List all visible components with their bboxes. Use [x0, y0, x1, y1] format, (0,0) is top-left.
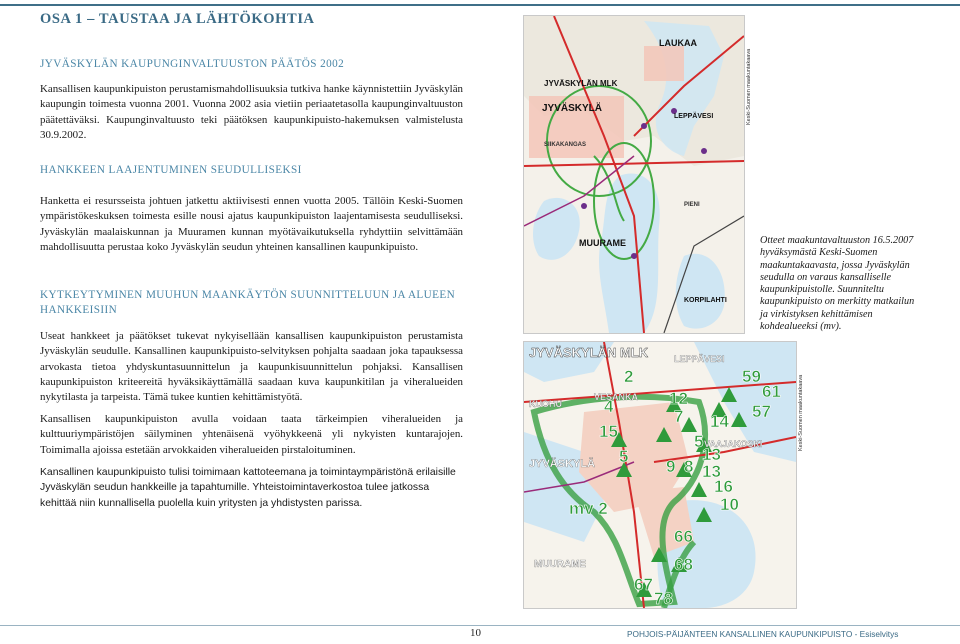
map2-number: 66 — [674, 527, 693, 546]
map2-number: 67 — [634, 575, 653, 594]
map2-number: 78 — [654, 589, 673, 608]
map2-label-jyvaskyla: JYVÄSKYLÄ — [529, 458, 596, 470]
map2-number: 12 — [669, 389, 688, 408]
map2-credit: Keski-Suomen maakuntakaava — [798, 374, 804, 451]
section-heading-valtuusto: JYVÄSKYLÄN KAUPUNGINVALTUUSTON PÄÄTÖS 2002 — [40, 58, 345, 70]
map2-number: mv 2 — [569, 499, 608, 518]
map1-label-muurame: MUURAME — [579, 238, 626, 248]
map1-credit: Keski-Suomen maakuntakaava — [746, 48, 752, 125]
map2-label-vesanka: VESANKA — [594, 392, 639, 402]
map2-number: 2 — [624, 367, 634, 386]
section-text-valtuusto: Kansallisen kaupunkipuiston perustamismahdollisuuksia tutkiva hanke käynnistettiin Jyväskylän kaupungin toimesta vuonna 2001. Vuonna 2002 asia vietiin periaatetasolla kaupunginvaltuuston päätettäväksi. Kaupunginvaltuusto teki päätöksen kaupunkipuisto-hakemuksen valmistelusta 30.9.2002. — [40, 83, 463, 141]
map2-number: 59 — [742, 367, 761, 386]
map2-number: 61 — [762, 382, 781, 401]
map2-number: 10 — [720, 495, 739, 514]
page-number: 10 — [470, 627, 481, 639]
footer-rule — [0, 625, 960, 626]
map2-label-jkl-mlk: JYVÄSKYLÄN MLK — [529, 345, 649, 360]
map2-label-kuohu: KUOHU — [529, 399, 562, 409]
section-text-kytkeytyminen-3: Kansallinen kaupunkipuisto tulisi toimimaan kattoteemana ja toimintaympäristönä erilaisille Jyväskylän seudun hankkeille ja tapahtumille. Yhteistoimintaverkostoa tulee jatkossa kehittää niin kunnallisella puolella kuin yritysten ja yhdistysten parissa. — [40, 467, 456, 509]
map2-number: 7 — [674, 407, 684, 426]
top-rule — [0, 4, 960, 6]
section-text-laajentuminen: Hanketta ei resursseista johtuen jatkettu aktiivisesti ennen vuotta 2005. Tällöin Keski-Suomen ympäristökeskuksen toimesta esille nousi ajatus kaupunkipuiston laajentamisesta seudulliseksi. Jyväskylän maalaiskunnan ja Muuramen kunnan myötävaikutuksella ryhdyttiin selvittämään mahdollisuutta perustaa koko Jyväskylän seudun yhteinen kansallinen kaupunkipuisto. — [40, 195, 463, 253]
map-park-detail — [523, 341, 797, 609]
map2-number: 16 — [714, 477, 733, 496]
map2-number: 14 — [710, 412, 729, 431]
map2-number: 4 — [604, 397, 614, 416]
map1-label-korpilahti: KORPILAHTI — [684, 297, 727, 304]
map1-label-jkl-mlk: JYVÄSKYLÄN MLK — [544, 79, 618, 88]
map2-label-vaajakoski: VAAJAKOSKI — [704, 439, 763, 449]
map2-label-muurame: MUURAME — [534, 559, 587, 570]
map1-label-leppavesi: LEPPÄVESI — [674, 113, 714, 120]
map-caption: Otteet maakuntavaltuuston 16.5.2007 hyväksymästä Keski-Suomen maakuntakaavasta, jossa Jyväskylän seudulla on varaus kansalliselle kaupunkipuistolle. Suunniteltu kaupunkipuisto on merkitty matkailun ja virkistyksen kehittämisen kohdealueeksi (mv). — [760, 235, 915, 333]
section-text-kytkeytyminen-2: Kansallisen kaupunkipuiston avulla voidaan taata tärkeimpien viheralueiden ja kulttuuriympäristöjen säilyminen yhtenäisenä vyöhykkeenä yli nykyisten kuntarajojen. Toimimalla ajoissa estetään arvokkaiden viheralueiden pirstaloituminen. — [40, 413, 463, 456]
chapter-title: OSA 1 – TAUSTAA JA LÄHTÖKOHTIA — [40, 11, 315, 27]
map2-number: 68 — [674, 555, 693, 574]
footer-title: POHJOIS-PÄIJÄNTEEN KANSALLINEN KAUPUNKIPUISTO - Esiselvitys — [627, 629, 899, 639]
map2-number: 9 — [666, 457, 676, 476]
map-regional-plan-overview — [523, 15, 745, 334]
map2-label-leppavesi: LEPPÄVESI — [674, 354, 725, 364]
map2-number: 57 — [752, 402, 771, 421]
map1-label-siikakangas: SIIKAKANGAS — [544, 142, 587, 148]
map2-number: 13 — [702, 445, 721, 464]
map1-label-jyvaskyla: JYVÄSKYLÄ — [542, 103, 603, 114]
map2-number: 8 — [684, 457, 694, 476]
section-heading-laajentuminen: HANKKEEN LAAJENTUMINEN SEUDULLISEKSI — [40, 164, 302, 176]
map1-label-laukaa: LAUKAA — [659, 38, 697, 48]
map2-number: 15 — [599, 422, 618, 441]
map2-number: 5 — [619, 447, 629, 466]
section-heading-kytkeytyminen: KYTKEYTYMINEN MUUHUN MAANKÄYTÖN SUUNNITTELUUN JA ALUEEN HANKKEISIIN — [40, 289, 456, 316]
map2-number: 13 — [702, 462, 721, 481]
map2-number: 5 — [694, 432, 704, 451]
section-text-kytkeytyminen-1: Useat hankkeet ja päätökset tukevat nykyisellään kansallisen kaupunkipuiston perustamista Jyväskylän seudulle. Kansallinen kaupunkipuisto-selvityksen pohjalta saadaan joka tapauksessa arvokasta tietoa yhdyskuntasuunnittelun ja kaupunkisuunnittelun pohjaksi. Kansallisen kaupunkipuiston kriteereitä hyväksikäyttämällä saadaan kuva kaupunkitilan ja viheralueiden nykytilasta ja tarpeista. Tämä tukee kuntien kehittämistyötä. — [40, 330, 463, 404]
map1-label-pieni: PIENI — [684, 202, 700, 208]
